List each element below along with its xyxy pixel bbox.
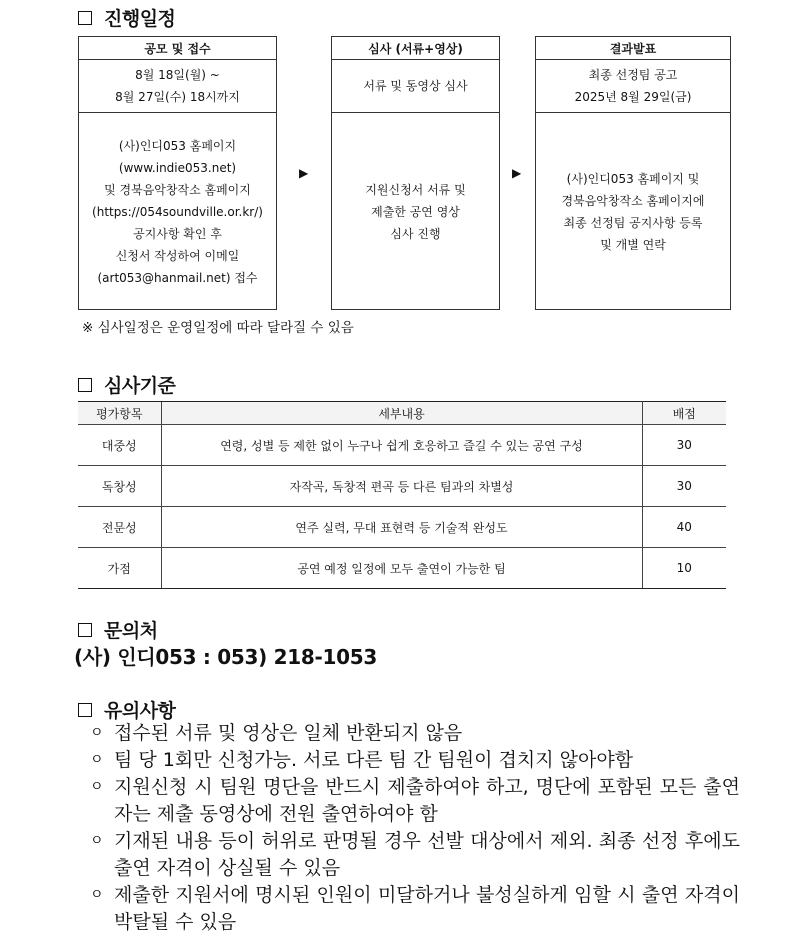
section-title-text: 유의사항 — [104, 700, 176, 722]
stage-date-line: 최종 선정팀 공고 — [588, 68, 678, 82]
contact-info: (사) 인디053 : 053) 218-1053 — [74, 645, 377, 669]
list-item — [90, 882, 740, 936]
stage-body — [332, 113, 499, 310]
bullet-circle-icon: ㅇ — [90, 725, 104, 741]
stage-date-line: 서류 및 동영상 심사 — [363, 79, 468, 93]
note-text: 접수된 서류 및 영상은 일체 반환되지 않음 — [114, 722, 463, 744]
note-text: 팀 당 1회만 신청가능. 서로 다른 팀 간 팀원이 겹치지 않아야함 — [114, 749, 634, 771]
criteria-detail: 연령, 성별 등 제한 없이 누구나 쉽게 호응하고 즐길 수 있는 공연 구성 — [161, 425, 642, 466]
section-title-contact — [78, 616, 158, 643]
bullet-circle-icon: ㅇ — [90, 752, 104, 768]
stage-body — [536, 113, 730, 310]
column-header: 평가항목 — [78, 402, 161, 425]
stage-body-line: 및 경북음악창작소 홈페이지 — [104, 182, 251, 197]
stage-date-line: 8월 27일(수) 18시까지 — [115, 90, 240, 104]
stage-body — [79, 113, 276, 310]
criteria-detail: 자작곡, 독창적 편곡 등 다른 팀과의 차별성 — [161, 466, 642, 507]
stage-date — [79, 60, 276, 113]
note-text: 기재된 내용 등이 허위로 판명될 경우 선발 대상에서 제외. 최종 선정 후에도 출연 자격이 상실될 수 있음 — [114, 830, 740, 879]
table-row — [78, 548, 726, 589]
notes-list — [90, 720, 740, 936]
section-title-text: 심사기준 — [104, 375, 176, 397]
schedule-stage-review — [331, 36, 500, 310]
checkbox-square-icon — [78, 623, 92, 637]
bullet-circle-icon: ㅇ — [90, 833, 104, 849]
criteria-item: 독창성 — [78, 466, 161, 507]
section-title-notes — [78, 696, 175, 723]
criteria-detail: 연주 실력, 무대 표현력 등 기술적 완성도 — [161, 507, 642, 548]
stage-body-line: (사)인디053 홈페이지 및 — [566, 171, 700, 186]
arrow-right-icon: ▶ — [299, 166, 309, 180]
criteria-item: 대중성 — [78, 425, 161, 466]
criteria-item: 가점 — [78, 548, 161, 589]
stage-body-line: 심사 진행 — [390, 226, 441, 241]
stage-date-line: 8월 18일(월) ~ — [135, 68, 220, 82]
stage-date-line: 2025년 8월 29일(금) — [574, 90, 692, 104]
checkbox-square-icon — [78, 703, 92, 717]
criteria-detail: 공연 예정 일정에 모두 출연이 가능한 팀 — [161, 548, 642, 589]
schedule-note: ※ 심사일정은 운영일정에 따라 달라질 수 있음 — [82, 320, 354, 336]
list-item — [90, 828, 740, 882]
list-item — [90, 720, 740, 747]
arrow-right-icon: ▶ — [512, 166, 522, 180]
note-text: 제출한 지원서에 명시된 인원이 미달하거나 불성실하게 임할 시 출연 자격이 박탈될 수 있음 — [114, 884, 740, 933]
bullet-circle-icon: ㅇ — [90, 887, 104, 903]
column-header: 배점 — [642, 402, 726, 425]
criteria-score: 40 — [642, 507, 726, 548]
schedule-stage-result — [535, 36, 731, 310]
column-header: 세부내용 — [161, 402, 642, 425]
note-text: 지원신청 시 팀원 명단을 반드시 제출하여야 하고, 명단에 포함된 모든 출연자는 제출 동영상에 전원 출연하여야 함 — [114, 776, 740, 825]
stage-body-line: 및 개별 연락 — [600, 237, 666, 252]
table-row — [78, 466, 726, 507]
stage-body-line: 신청서 작성하여 이메일 — [115, 248, 240, 263]
stage-header: 공모 및 접수 — [79, 37, 276, 60]
section-title-text: 문의처 — [104, 620, 158, 642]
table-header-row — [78, 402, 726, 425]
section-title-schedule — [78, 4, 175, 31]
stage-date — [536, 60, 730, 113]
stage-body-line: (www.indie053.net) — [118, 160, 237, 175]
checkbox-square-icon — [78, 11, 92, 25]
stage-body-line: 최종 선정팀 공지사항 등록 — [563, 215, 703, 230]
stage-body-line: (https://054soundville.or.kr/) — [92, 204, 263, 219]
checkbox-square-icon — [78, 378, 92, 392]
stage-body-line: 공지사항 확인 후 — [133, 226, 222, 241]
schedule-stage-application — [78, 36, 277, 310]
section-title-criteria — [78, 371, 175, 398]
stage-body-line: (art053@hanmail.net) 접수 — [97, 270, 258, 285]
stage-body-line: 경북음악창작소 홈페이지에 — [561, 193, 705, 208]
criteria-table — [78, 401, 726, 589]
list-item — [90, 747, 740, 774]
criteria-score: 10 — [642, 548, 726, 589]
stage-header: 심사 (서류+영상) — [332, 37, 499, 60]
stage-body-line: (사)인디053 홈페이지 — [118, 138, 237, 153]
criteria-score: 30 — [642, 466, 726, 507]
table-row — [78, 425, 726, 466]
stage-date — [332, 60, 499, 113]
criteria-item: 전문성 — [78, 507, 161, 548]
criteria-score: 30 — [642, 425, 726, 466]
stage-body-line: 제출한 공연 영상 — [371, 204, 460, 219]
bullet-circle-icon: ㅇ — [90, 779, 104, 795]
list-item — [90, 774, 740, 828]
stage-body-line: 지원신청서 서류 및 — [365, 182, 466, 197]
stage-header: 결과발표 — [536, 37, 730, 60]
table-row — [78, 507, 726, 548]
section-title-text: 진행일정 — [104, 8, 176, 30]
